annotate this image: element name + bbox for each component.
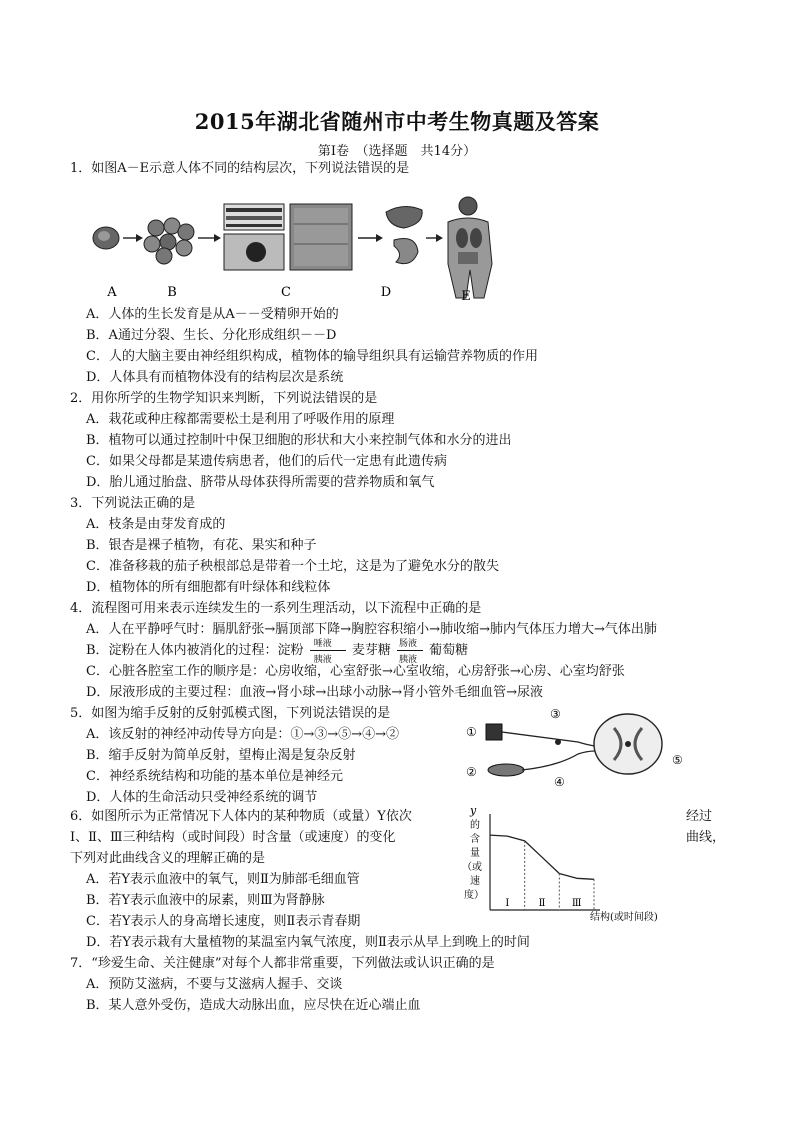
cell-cluster-image [144,218,194,264]
q5-option-a: A．该反射的神经冲动传导方向是：①→③→⑤→④→② [86,727,399,742]
section-heading: 第Ⅰ卷 （选择题 共14分） [317,144,477,159]
q5-option-c: C．神经系统结构和功能的基本单位是神经元 [86,769,343,784]
reflex-arc-figure [458,702,698,788]
q1-stem: 1．如图A－E示意人体不同的结构层次，下列说法错误的是 [70,161,410,176]
q6-stem-a: 6．如图所示为正常情况下人体内的某种物质（或量）Y依次 [70,809,412,824]
y-axis-label-6: 度） [464,890,484,901]
q3-option-b: B．银杏是裸子植物，有花、果实和种子 [86,538,317,553]
digestion-arrow-1 [308,639,348,665]
q6-stem-c: Ⅰ、Ⅱ、Ⅲ三种结构（或时间段）时含量（或速度）的变化 [70,830,396,845]
x-category-label: Ⅱ [538,898,546,909]
x-axis-label: 结构(或时间段) [590,912,658,923]
q4-option-c: C．心脏各腔室工作的顺序是：心房收缩，心室舒张→心室收缩，心房舒张→心房、心室均舒张 [86,664,625,679]
q5-option-b: B．缩手反射为简单反射，望梅止渴是复杂反射 [86,748,356,763]
q6-option-c: C．若Y表示人的身高增长速度，则Ⅱ表示青春期 [86,914,361,929]
q2-option-a: A．栽花或种庄稼都需要松土是利用了呼吸作用的原理 [86,412,395,427]
tissue-images [224,204,352,270]
q1-structure-levels-figure [86,194,506,306]
arrow-2-top-label: 肠液 [399,639,418,649]
q5-stem: 5．如图为缩手反射的反射弧模式图，下列说法错误的是 [70,706,391,721]
q7-option-a: A．预防艾滋病，不要与艾滋病人握手、交谈 [86,977,343,992]
q4-option-b-prefix: B．淀粉在人体内被消化的过程：淀粉 [86,643,304,658]
y-axis-label-4: （或 [462,862,482,873]
y-axis-label-2: 含 [470,834,480,845]
figure-label-c: C [281,285,291,300]
q3-option-d: D．植物体的所有细胞都有叶绿体和线粒体 [86,580,331,595]
y-axis-variable: y [470,804,477,817]
reflex-label-3: ③ [550,707,561,721]
digestion-arrow-2 [395,639,425,665]
q2-option-c: C．如果父母都是某遗传病患者，他们的后代一定患有此遗传病 [86,454,447,469]
q4-option-b [86,639,469,665]
q4-option-b-mid: 麦芽糖 [351,643,391,658]
q1-option-d: D．人体具有而植物体没有的结构层次是系统 [86,370,344,385]
y-axis-label-5: 速 [470,876,480,887]
q4-stem: 4．流程图可用来表示连续发生的一系列生理活动，以下流程中正确的是 [70,601,482,616]
reflex-label-2: ② [466,765,477,779]
q5-option-d: D．人体的生命活动只受神经系统的调节 [86,790,318,805]
q6-option-d: D．若Y表示栽有大量植物的某温室内氧气浓度，则Ⅱ表示从早上到晚上的时间 [86,935,530,950]
q6-option-b: B．若Y表示血液中的尿素，则Ⅲ为肾静脉 [86,893,325,908]
q1-option-a: A．人体的生长发育是从A－－受精卵开始的 [86,307,339,322]
arrow-1-top-label: 唾液 [313,639,332,649]
q6-stem-b: 经过 [686,809,713,824]
x-category-label: Ⅲ [571,898,582,909]
y-axis-label-1: 的 [470,820,480,831]
figure-label-d: D [380,285,392,300]
q6-stem-e: 下列对此曲线含义的理解正确的是 [70,851,266,866]
figure-label-b: B [167,285,177,300]
q4-option-a: A．人在平静呼气时：膈肌舒张→膈顶部下降→胸腔容积缩小→肺收缩→肺内气体压力增大→气体出肺 [86,622,657,637]
q2-option-d: D．胎儿通过胎盘、脐带从母体获得所需要的营养物质和氧气 [86,475,435,490]
organ-images [386,206,422,263]
figure-label-a: A [107,285,117,300]
q2-option-b: B．植物可以通过控制叶中保卫细胞的形状和大小来控制气体和水分的进出 [86,433,512,448]
q6-option-a: A．若Y表示血液中的氧气，则Ⅱ为肺部毛细血管 [86,872,360,887]
arrow-2-bottom-label: 胰液 [399,655,418,665]
q3-option-a: A．枝条是由芽发育成的 [86,517,226,532]
arrow-1-bottom-label: 胰液 [313,655,332,665]
q2-stem: 2．用你所学的生物学知识来判断，下列说法错误的是 [70,391,378,406]
q3-option-c: C．准备移栽的茄子秧根部总是带着一个土坨，这是为了避免水分的散失 [86,559,499,574]
q7-option-b: B．某人意外受伤，造成大动脉出血，应尽快在近心端止血 [86,998,421,1013]
human-body-image [448,197,492,298]
q6-stem-d: 曲线， [686,830,726,845]
q1-option-b: B．A通过分裂、生长、分化形成组织－－D [86,328,337,343]
x-category-label: Ⅰ [505,898,510,909]
q6-curve-chart [460,800,696,926]
q3-stem: 3．下列说法正确的是 [70,496,196,511]
q1-option-c: C．人的大脑主要由神经组织构成，植物体的输导组织具有运输营养物质的作用 [86,349,538,364]
figure-label-e: E [461,289,471,304]
reflex-label-4: ④ [554,775,565,788]
q4-option-b-end: 葡萄糖 [429,643,469,658]
q7-stem: 7．“珍爱生命、关注健康”对每个人都非常重要，下列做法或认识正确的是 [70,956,495,971]
y-axis-label-3: 量 [470,848,480,859]
q4-option-d: D．尿液形成的主要过程：血液→肾小球→出球小动脉→肾小管外毛细血管→尿液 [86,685,543,700]
reflex-label-1: ① [466,725,477,739]
curve-line [490,835,594,879]
page-title: 2015年湖北省随州市中考生物真题及答案 [194,109,600,134]
reflex-label-5: ⑤ [672,753,683,767]
